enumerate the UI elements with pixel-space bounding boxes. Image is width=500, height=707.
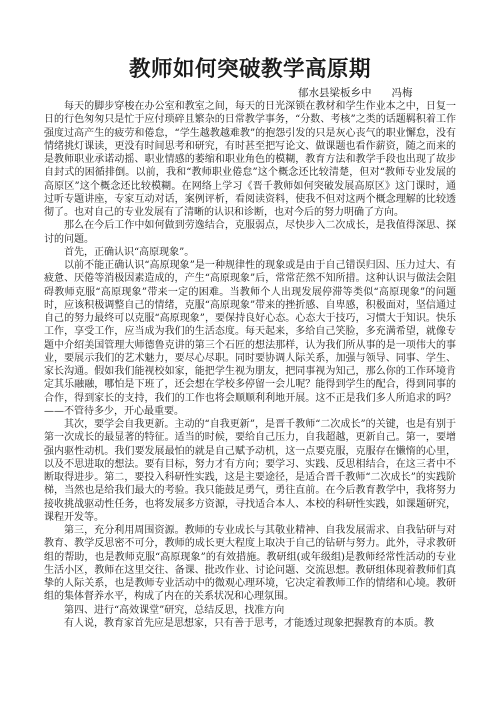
paragraph-first-body: 以前不能正确认识“高原现象”是一种规律性的现象或是由于自己错误归因、压力过大、有疲惫、厌倦等消极因素造成的，产生“高原现象”后，常常茫然不知所措。这种认识与做法会阻碍教师克服“高原现象”带来一定的困难。当教师个人出现发展停滞等类似“高原现象”的问题时，应该积极调整自己的情绪，克服“高原现象”带来的挫折感、自卑感，积极面对，坚信通过自己的努力最终可以克服“高原现象”，要保持良好心态。心态大于技巧，习惯大于知识。快乐工作，享受工作，应当成为我们的生活态度。每天起来，多给自己笑脸，多充满希望，就像专题中介绍美国管理大师德鲁克讲的第三个石匠的想法那样，认为我们所从事的是一项伟大的事业，要展示我们的艺术魅力，要尽心尽职。同时要协调人际关系，加强与领导、同事、学生、家长沟通。假如我们能视校如家，能把学生视为朋友，把同事视为知己，那么你的工作环境肯定其乐融融，哪怕是下班了，还会想在学校多停留一会儿呢？能得到学生的配合，得到同事的合作，得到家长的支持，我们的工作也将会顺顺利利地开展。这不正是我们多人所追求的吗？——不管待多少，开心最重要。 — [44, 260, 456, 417]
author-name: 冯梅 — [391, 87, 413, 99]
paragraph-fourth-body: 有人说，教育家首先应是思想家，只有善于思考，才能透过现象把握教育的本质。教 — [64, 617, 434, 629]
author-affiliation: 郁水县梁板乡中 — [298, 87, 372, 99]
paragraph-third: 第三，充分利用周围资源。教师的专业成长与其敬业精神、自我发展需求、自我钻研与对教育、教学反思密不可分，教师的成长更大程度上取决于自己的钻研与努力。此外，寻求教研组的帮助，也是教师克服“高原现象”的有效措施。教研组(或年级组)是教师经常性活动的专业生活小区，教师在这里交往、备课、批改作业、讨论问题、交流思想。教研组体现着教师们真挚的人际关系，也是教师专业活动中的微观心理环境，它决定着教师工作的情绪和心境。教研组的集体督养水平，构成了内在的关系状况和心理氛围。 — [44, 525, 456, 603]
document-title: 教师如何突破教学高原期 — [128, 57, 371, 82]
paragraph-intro: 每天的脚步穿梭在办公室和教室之间，每天的日光深锁在教材和学生作业本之中，日复一日的行色匆匆只是忙于应付琐碎且繁杂的日常教学事务，“分数、考核”之类的话题羁积着工作强度过高产生的疲劳和倦怠，“学生越教越难教”的抱怨引发的只是灰心丧气的职业懈怠，没有情绪挑灯课读，更没有时间思考和研究，有时甚至把写论文、做课题也看作薪资，随之而来的是教师职业承诺动摇、职业情感的萎缩和职业角色的模糊，教育方法和教学手段也出现了故步自封式的困循排倒。以前，我和“教师职业倦怠”这个概念还比较清楚，但对“教师专业发展的高原区”这个概念还比较模糊。在网络上学习《晋千教师如何突破发展高原区》这门课时，通过听专题讲座，专家互动对话，案例评析，看阅读资料，使我不但对这两个概念理解的比较透彻了。也对自己的专业发展有了清晰的认识和诊断，也对今后的努力明确了方向。 — [44, 101, 456, 218]
paragraph-question: 那么在今后工作中如何做到劳逸结合，克服弱点，尽快步入二次成长，是我值得深思、探讨的问题。 — [44, 220, 456, 245]
paragraph-second: 其次，要学会自我更新。主动的“自我更新”，是晋千教师“二次成长”的关键，也是有别于第一次成长的最显著的特征。适当的时候，要给自己压力，自我超越，更新自己。第一，要增强内驱性动机。我们要发展最怕的就是自己赋予动机，这一点要克服，克服存在懒惰的心里，以及不思进取的想法。要有目标，努力才有方向；要学习、实践、反思相结合，在这三者中不断取得进步。第二，要投入科研性实践，这是主要途径，是适合晋千教师“二次成长”的实践阶梯，当然也是给我们最大的考验。我只能鼓足勇气，勇往直前。在今后教育教学中，我将努力接收挑战驱动性任务，也将发展多方资源，寻找适合本人、本校的科研性实践，如课题研究，课程开发等。 — [44, 419, 456, 523]
paragraph-heading-first: 首先，正确认识“高原现象”。 — [64, 246, 195, 258]
author-line — [298, 86, 413, 100]
document-body — [44, 100, 456, 630]
paragraph-heading-fourth: 第四、进行“高效课堂”研究，总结反思，找准方向 — [64, 604, 285, 616]
